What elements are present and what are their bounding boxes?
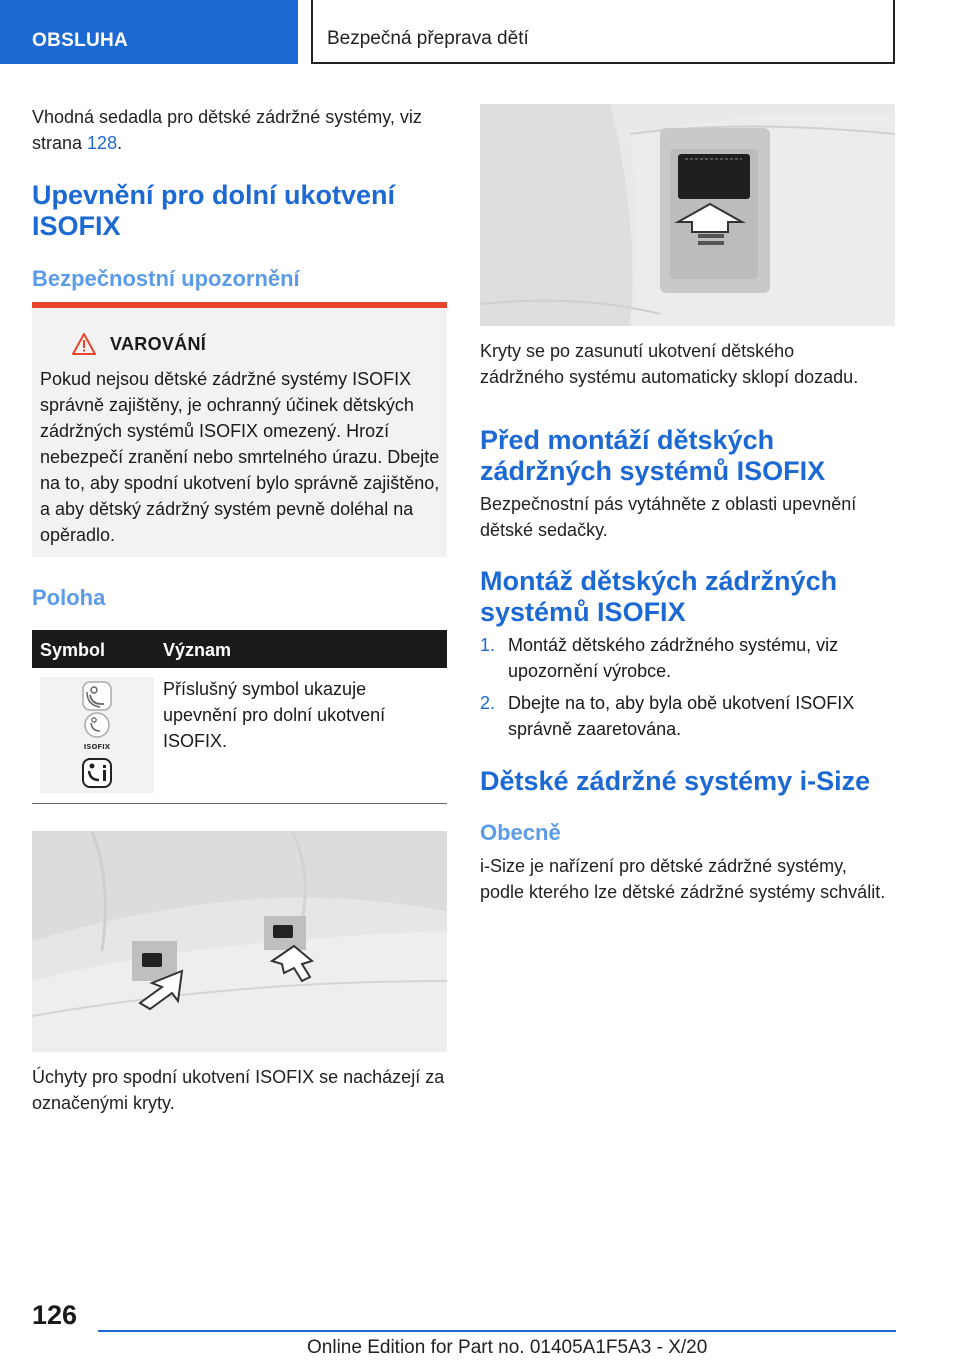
step-number: 1. (480, 635, 496, 655)
step-text: Montáž dětského zádržného systému, viz upozornění výrobce. (508, 635, 839, 681)
warning-text: Pokud nejsou dětské zádržné systémy ISOFIX správně zajištěny, je ochranný účinek dětských zádržných systémů ISOFIX omezený. Hrozí nebezpečí zranění nebo smrtelného úrazu. Dbejte na to, aby spodní ukotvení bylo správně zajištěno, a aby dětský zádržný systém pevně doléhal na opěradlo. (40, 369, 440, 545)
warning-triangle-icon (72, 333, 96, 355)
right-photo-caption: Kryty se po zasunutí ukotvení dětského zádržného systému automaticky sklopí dozadu. (480, 341, 859, 387)
list-item (480, 632, 890, 684)
symbol-cell (40, 677, 154, 793)
isofix-cover-photo (480, 104, 895, 326)
list-item (480, 690, 890, 742)
warning-title: VAROVÁNÍ (110, 334, 207, 354)
table-divider (32, 803, 447, 804)
left-photo-caption: Úchyty pro spodní ukotvení ISOFIX se nacházejí za označenými kryty. (32, 1067, 445, 1113)
intro-text: Vhodná sedadla pro dětské zádržné systémy, viz strana (32, 107, 422, 153)
heading-isize: Dětské zádržné systémy i-Size (480, 766, 871, 796)
intro-end: . (117, 133, 123, 153)
general-text: i-Size je nařízení pro dětské zádržné systémy, podle kterého lze dětské zádržné systémy schválit. (480, 856, 886, 902)
page-number: 126 (32, 1300, 78, 1330)
heading-position: Poloha (32, 585, 106, 610)
step-text: Dbejte na to, aby byla obě ukotvení ISOFIX správně zaaretována. (508, 693, 855, 739)
heading-isofix: Upevnění pro dolní ukotvení ISOFIX (32, 180, 396, 241)
heading-before-mount: Před montáží dětských zádržných systémů ISOFIX (480, 425, 826, 486)
isofix-label: ISOFIX (83, 743, 111, 751)
page-link[interactable]: 128 (87, 133, 118, 153)
intro-paragraph (32, 104, 447, 156)
section-tab: OBSLUHA (0, 0, 298, 64)
footer-edition: Online Edition for Part no. 01405A1F5A3 - X/20 (307, 1337, 708, 1358)
before-text: Bezpečnostní pás vytáhněte z oblasti upevnění dětské sedačky. (480, 494, 857, 540)
step-number: 2. (480, 693, 496, 713)
table-meaning-cell: Příslušný symbol ukazuje upevnění pro dolní ukotvení ISOFIX. (163, 679, 386, 751)
warning-box (32, 302, 447, 557)
col-meaning: Význam (163, 640, 232, 660)
heading-safety: Bezpečnostní upozornění (32, 266, 300, 291)
mount-steps (480, 632, 890, 748)
col-symbol: Symbol (40, 640, 106, 660)
heading-general: Obecně (480, 820, 561, 845)
isofix-symbols-icon (40, 677, 154, 793)
footer-divider (98, 1330, 896, 1332)
isofix-anchor-photo (32, 831, 447, 1052)
chapter-title: Bezpečná přeprava dětí (311, 0, 895, 64)
heading-mount: Montáž dětských zádržných systémů ISOFIX (480, 566, 838, 627)
table-header (32, 630, 447, 668)
